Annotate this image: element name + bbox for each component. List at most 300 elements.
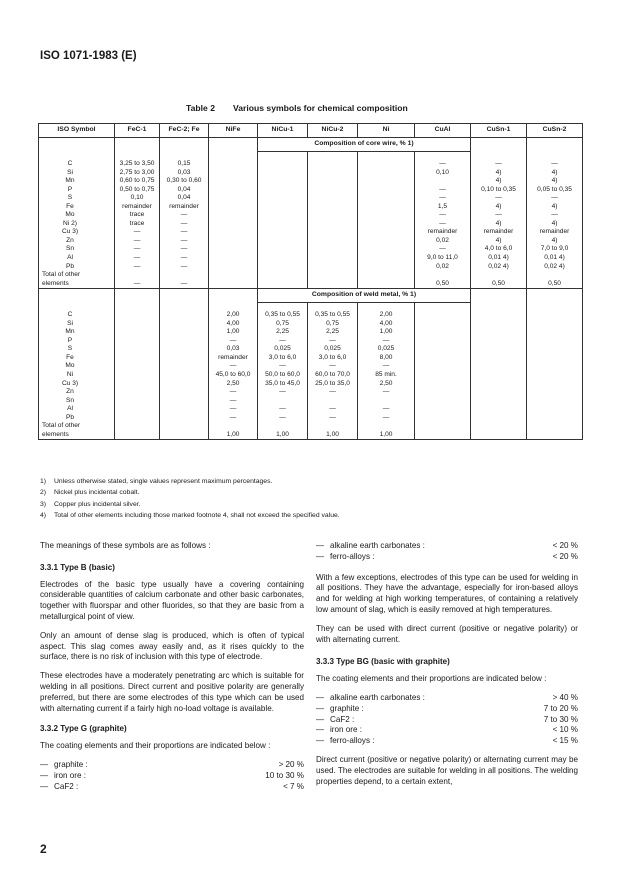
table-cell: —	[258, 388, 308, 397]
table-cell	[308, 245, 358, 254]
table-cell	[527, 371, 583, 380]
dash-bullet: —	[316, 714, 325, 724]
table-cell: 0,02	[415, 237, 471, 246]
table-cell: 0,35 to 0,55	[258, 311, 308, 320]
section-title: Composition of core wire, % 1)	[258, 138, 471, 152]
column-header: NiCu-1	[258, 124, 308, 138]
table-cell: 0,01 4)	[527, 254, 583, 263]
list-item-name: ferro-alloys :	[330, 551, 375, 561]
table-cell	[527, 362, 583, 371]
table-cell: 0,025	[308, 345, 358, 354]
table-cell	[415, 345, 471, 354]
table-cell: 4)	[527, 169, 583, 178]
section-header-row	[39, 138, 583, 152]
table-cell: —	[209, 388, 258, 397]
dash-bullet: —	[316, 736, 325, 746]
table-cell: —	[115, 228, 160, 237]
table-row	[39, 263, 583, 272]
table-row	[39, 203, 583, 212]
table-cell	[471, 354, 527, 363]
table-cell	[308, 397, 358, 406]
table-cell	[308, 160, 358, 169]
composition-table	[38, 123, 583, 440]
list-item	[316, 704, 578, 715]
table-cell: 0,75	[258, 320, 308, 329]
table-cell: remainder	[115, 203, 160, 212]
table-cell: 0,04	[160, 194, 209, 203]
table-cell	[308, 186, 358, 195]
table-cell	[160, 422, 209, 440]
table-cell: —	[160, 211, 209, 220]
table-cell: 0,50 to 0,75	[115, 186, 160, 195]
table-cell: —	[308, 388, 358, 397]
table-cell	[258, 203, 308, 212]
table-cell	[471, 380, 527, 389]
table-cell	[471, 362, 527, 371]
table-cell	[415, 388, 471, 397]
table-cell: —	[258, 414, 308, 423]
table-cell: 2,50	[209, 380, 258, 389]
table-cell	[527, 422, 583, 440]
table-cell: —	[115, 254, 160, 263]
table-cell	[209, 194, 258, 203]
document-header: ISO 1071-1983 (E)	[40, 50, 137, 62]
type-bg-list	[316, 693, 578, 747]
table-cell: 3,0 to 6,0	[308, 354, 358, 363]
table-cell: remainder	[415, 228, 471, 237]
table-cell: —	[160, 254, 209, 263]
table-cell: —	[308, 362, 358, 371]
table-cell	[160, 362, 209, 371]
table-cell: 7,0 to 9,0	[527, 245, 583, 254]
table-cell	[527, 337, 583, 346]
column-header: CuSn-1	[471, 124, 527, 138]
table-cell	[209, 177, 258, 186]
list-item-name: CaF2 :	[54, 781, 79, 791]
footnote-text: Nickel plus incidental cobalt.	[54, 489, 140, 497]
table-cell	[115, 362, 160, 371]
total-label-line-1: Total of other	[42, 422, 81, 430]
table-title: Various symbols for chemical composition	[232, 103, 408, 113]
table-cell	[115, 311, 160, 320]
table-cell	[258, 263, 308, 272]
table-header-row	[39, 124, 583, 138]
table-row	[39, 254, 583, 263]
table-cell	[258, 271, 308, 289]
table-cell: 4)	[471, 169, 527, 178]
total-row	[39, 271, 583, 289]
table-cell: —	[527, 211, 583, 220]
table-cell: 3,0 to 6,0	[258, 354, 308, 363]
table-cell	[209, 220, 258, 229]
type-g-list	[40, 760, 304, 792]
table-cell	[358, 228, 415, 237]
footnote-number: 4)	[40, 512, 47, 520]
table-cell	[415, 354, 471, 363]
dash-bullet: —	[316, 551, 325, 561]
table-cell: 0,02 4)	[527, 263, 583, 272]
heading-3-3-2: 3.3.2 Type G (graphite)	[40, 724, 127, 734]
footnote-text: Total of other elements including those marked footnote 4, shall not exceed the specified value.	[54, 512, 340, 520]
table-cell: —	[527, 194, 583, 203]
table-cell	[258, 177, 308, 186]
element-symbol: Ni 2)	[63, 219, 77, 227]
list-item	[316, 541, 578, 552]
list-item-name: iron ore :	[330, 725, 362, 735]
table-cell	[115, 380, 160, 389]
element-symbol: Fe	[66, 353, 74, 361]
element-symbol: Zn	[66, 388, 74, 396]
table-cell	[308, 194, 358, 203]
table-cell: 0,04	[160, 186, 209, 195]
dash-bullet: —	[40, 781, 49, 791]
table-cell: 1,00	[258, 422, 308, 440]
column-header: FeC-1	[115, 124, 160, 138]
table-cell	[471, 311, 527, 320]
element-symbol: Zn	[66, 236, 74, 244]
column-header: CuSn-2	[527, 124, 583, 138]
element-symbol: C	[67, 160, 73, 167]
table-cell	[115, 354, 160, 363]
element-symbol: Si	[67, 319, 73, 327]
table-cell	[115, 337, 160, 346]
table-cell: —	[358, 388, 415, 397]
table-cell: 0,02 4)	[471, 263, 527, 272]
table-cell: 0,50	[415, 271, 471, 289]
table-cell: —	[358, 405, 415, 414]
table-cell	[160, 354, 209, 363]
type-b-paragraph-1: Electrodes of the basic type usually have a covering containing considerable quantities of calcium carbonate and other basic carbonates, together with fluorspar and other fluorides, so that they are basic from a metallurgical point of view.	[40, 579, 304, 621]
column-header: NiCu-2	[308, 124, 358, 138]
list-item-name: iron ore :	[54, 770, 86, 780]
dash-bullet: —	[40, 759, 49, 769]
element-symbol: Sn	[65, 245, 75, 253]
table-cell	[160, 320, 209, 329]
table-cell	[471, 397, 527, 406]
table-cell: 4)	[527, 203, 583, 212]
element-symbol: Al	[67, 405, 73, 413]
table-cell: 0,10 to 0,35	[471, 186, 527, 195]
table-cell: —	[358, 362, 415, 371]
table-caption	[186, 103, 408, 113]
table-cell: 0,30 to 0,60	[160, 177, 209, 186]
element-symbol: Mo	[65, 211, 75, 219]
table-cell	[258, 211, 308, 220]
dash-bullet: —	[40, 770, 49, 780]
table-cell	[471, 414, 527, 423]
list-item	[316, 715, 578, 726]
table-cell: 0,75	[308, 320, 358, 329]
table-cell	[308, 254, 358, 263]
table-cell	[160, 380, 209, 389]
table-cell	[209, 169, 258, 178]
element-symbol: Cu 3)	[61, 379, 79, 387]
element-symbol: S	[67, 345, 73, 353]
column-header: ISO Symbol	[39, 124, 115, 138]
table-cell: 45,0 to 60,0	[209, 371, 258, 380]
list-item	[316, 552, 578, 563]
table-cell	[308, 263, 358, 272]
list-item-value: < 20 %	[552, 551, 578, 561]
table-cell: —	[209, 397, 258, 406]
table-cell	[115, 345, 160, 354]
table-cell	[209, 160, 258, 169]
table-cell: —	[308, 337, 358, 346]
table-row	[39, 160, 583, 169]
table-cell: 1,00	[358, 422, 415, 440]
table-cell	[415, 320, 471, 329]
table-row	[39, 228, 583, 237]
table-cell	[415, 328, 471, 337]
table-cell: 3,25 to 3,50	[115, 160, 160, 169]
table-cell: —	[115, 245, 160, 254]
footnote	[40, 510, 340, 521]
table-cell: 0,01 4)	[471, 254, 527, 263]
table-cell	[527, 311, 583, 320]
element-symbol: P	[67, 336, 73, 344]
table-row	[39, 397, 583, 406]
list-item	[40, 782, 304, 793]
table-label: Table 2	[186, 103, 215, 113]
table-cell: 0,05 to 0,35	[527, 186, 583, 195]
table-cell	[527, 414, 583, 423]
table-cell: —	[160, 237, 209, 246]
element-symbol: Ni	[66, 371, 74, 379]
table-cell: 0,50	[527, 271, 583, 289]
list-item-value: < 10 %	[552, 725, 578, 735]
table-cell	[527, 320, 583, 329]
table-cell	[358, 211, 415, 220]
table-cell	[415, 371, 471, 380]
type-bg-paragraph: The coating elements and their proportions are indicated below :	[316, 674, 547, 684]
table-cell	[358, 186, 415, 195]
table-cell: 1,00	[308, 422, 358, 440]
table-footnotes	[40, 476, 340, 522]
table-cell	[258, 245, 308, 254]
table-cell	[308, 237, 358, 246]
table-cell	[209, 254, 258, 263]
table-cell	[160, 345, 209, 354]
table-cell: 0,10	[415, 169, 471, 178]
section-title: Composition of weld metal, % 1)	[258, 289, 471, 303]
footnote-text: Unless otherwise stated, single values represent maximum percentages.	[54, 478, 273, 485]
table-cell	[415, 177, 471, 186]
table-row	[39, 311, 583, 320]
table-cell	[308, 177, 358, 186]
table-cell	[527, 397, 583, 406]
table-cell: —	[115, 271, 160, 289]
table-cell: —	[415, 245, 471, 254]
table-cell: 2,25	[258, 328, 308, 337]
table-cell	[160, 328, 209, 337]
table-cell	[358, 169, 415, 178]
table-row	[39, 388, 583, 397]
table-cell: 4,0 to 6,0	[471, 245, 527, 254]
element-symbol: Al	[67, 254, 73, 262]
table-cell: 0,03	[209, 345, 258, 354]
table-row	[39, 354, 583, 363]
table-cell	[160, 337, 209, 346]
table-cell	[258, 169, 308, 178]
column-header: CuAl	[415, 124, 471, 138]
table-cell: —	[415, 211, 471, 220]
dash-bullet: —	[316, 692, 325, 702]
table-cell	[209, 228, 258, 237]
footnote-text: Copper plus incidental silver.	[54, 500, 141, 508]
table-cell	[115, 422, 160, 440]
dash-bullet: —	[316, 541, 325, 550]
element-symbol: Mn	[65, 328, 75, 336]
table-cell: —	[358, 414, 415, 423]
list-item-value: 10 to 30 %	[265, 770, 304, 780]
table-cell: —	[160, 263, 209, 272]
table-cell: —	[160, 228, 209, 237]
type-g-paragraph: The coating elements and their proportions are indicated below :	[40, 741, 271, 751]
table-cell: —	[115, 263, 160, 272]
table-row	[39, 237, 583, 246]
table-cell: 50,0 to 60,0	[258, 371, 308, 380]
table-cell	[115, 371, 160, 380]
table-cell	[358, 245, 415, 254]
table-cell	[258, 237, 308, 246]
table-cell: 0,35 to 0,55	[308, 311, 358, 320]
table-cell: 4)	[527, 237, 583, 246]
footnote-number: 1)	[40, 478, 47, 485]
table-cell	[358, 254, 415, 263]
left-column	[40, 541, 304, 792]
table-cell	[160, 397, 209, 406]
table-row	[39, 380, 583, 389]
table-cell	[471, 371, 527, 380]
element-symbol: P	[67, 185, 73, 193]
table-cell	[160, 311, 209, 320]
table-cell	[471, 422, 527, 440]
table-cell	[209, 271, 258, 289]
list-item-value: < 15 %	[552, 736, 578, 746]
table-cell: 4,00	[358, 320, 415, 329]
table-cell	[358, 160, 415, 169]
table-cell: —	[308, 414, 358, 423]
column-header: Ni	[358, 124, 415, 138]
table-cell: 4)	[471, 203, 527, 212]
table-cell	[358, 203, 415, 212]
table-cell: 0,02	[415, 263, 471, 272]
table-cell: 4)	[527, 220, 583, 229]
table-cell	[527, 328, 583, 337]
table-cell: —	[415, 194, 471, 203]
column-header: NiFe	[209, 124, 258, 138]
table-cell	[308, 211, 358, 220]
type-b-paragraph-3: These electrodes have a moderately penetrating arc which is suitable for welding in all positions. Direct current and positive polarity are generally preferred, but there are some electrodes of this type which can be used with alternating current if a fairly high no-load voltage is available.	[40, 671, 304, 713]
list-item-name: ferro-alloys :	[330, 736, 375, 746]
list-item-value: 7 to 30 %	[543, 714, 578, 724]
list-item-name: alkaline earth carbonates :	[330, 541, 425, 550]
element-symbol: Pb	[65, 413, 75, 421]
table-cell	[160, 371, 209, 380]
table-row	[39, 186, 583, 195]
table-cell	[358, 263, 415, 272]
table-cell	[471, 320, 527, 329]
table-row	[39, 194, 583, 203]
table-cell: 1,5	[415, 203, 471, 212]
total-label-line-1: Total of other	[42, 271, 81, 279]
table-cell	[358, 397, 415, 406]
table-cell: 4,00	[209, 320, 258, 329]
table-cell	[258, 220, 308, 229]
table-cell	[415, 311, 471, 320]
table-cell	[308, 203, 358, 212]
table-cell: trace	[115, 211, 160, 220]
element-symbol: Mn	[65, 177, 75, 185]
table-cell	[115, 328, 160, 337]
table-cell: 2,25	[308, 328, 358, 337]
dash-bullet: —	[316, 703, 325, 713]
table-cell: 8,00	[358, 354, 415, 363]
list-item-value: < 7 %	[283, 781, 304, 791]
table-cell	[258, 228, 308, 237]
table-row	[39, 405, 583, 414]
list-item-name: CaF2 :	[330, 714, 355, 724]
table-cell: 0,10	[115, 194, 160, 203]
table-cell: 25,0 to 35,0	[308, 380, 358, 389]
element-symbol: Sn	[65, 396, 75, 404]
table-cell: 0,50	[471, 271, 527, 289]
table-cell	[258, 397, 308, 406]
type-b-paragraph-2: Only an amount of dense slag is produced, which is often of typical aspect. This slag comes away easily and, as it rises quickly to the surface, there is no risk of inclusion with this type of electrode.	[40, 630, 304, 662]
table-cell: 0,025	[358, 345, 415, 354]
table-cell	[358, 194, 415, 203]
list-item-value: > 20 %	[278, 759, 304, 769]
table-cell	[209, 186, 258, 195]
footnote-number: 3)	[40, 500, 47, 508]
table-cell: 0,60 to 0,75	[115, 177, 160, 186]
table-cell	[527, 388, 583, 397]
table-cell	[415, 380, 471, 389]
element-symbol: Pb	[65, 262, 75, 270]
element-symbol: C	[67, 311, 73, 319]
list-item-name: alkaline earth carbonates :	[330, 692, 425, 702]
table-cell: 1,00	[209, 328, 258, 337]
table-cell: 4)	[471, 220, 527, 229]
table-cell: 60,0 to 70,0	[308, 371, 358, 380]
table-cell	[471, 388, 527, 397]
table-cell	[358, 237, 415, 246]
table-row	[39, 328, 583, 337]
table-cell: remainder	[160, 203, 209, 212]
table-row	[39, 211, 583, 220]
element-symbol: Si	[67, 168, 73, 176]
table-cell: —	[415, 186, 471, 195]
table-cell: —	[527, 160, 583, 169]
column-header: FeC-2; Fe	[160, 124, 209, 138]
table-cell: —	[160, 220, 209, 229]
table-cell: —	[209, 337, 258, 346]
table-cell	[209, 263, 258, 272]
table-cell: —	[471, 211, 527, 220]
total-row	[39, 422, 583, 440]
list-item-name: graphite :	[330, 703, 364, 713]
table-row	[39, 245, 583, 254]
table-cell: —	[160, 271, 209, 289]
table-row	[39, 220, 583, 229]
table-cell	[160, 405, 209, 414]
table-cell: 0,15	[160, 160, 209, 169]
table-cell: —	[258, 405, 308, 414]
table-cell: —	[209, 414, 258, 423]
table-cell	[209, 245, 258, 254]
table-row	[39, 177, 583, 186]
list-item-value: < 20 %	[552, 541, 578, 550]
